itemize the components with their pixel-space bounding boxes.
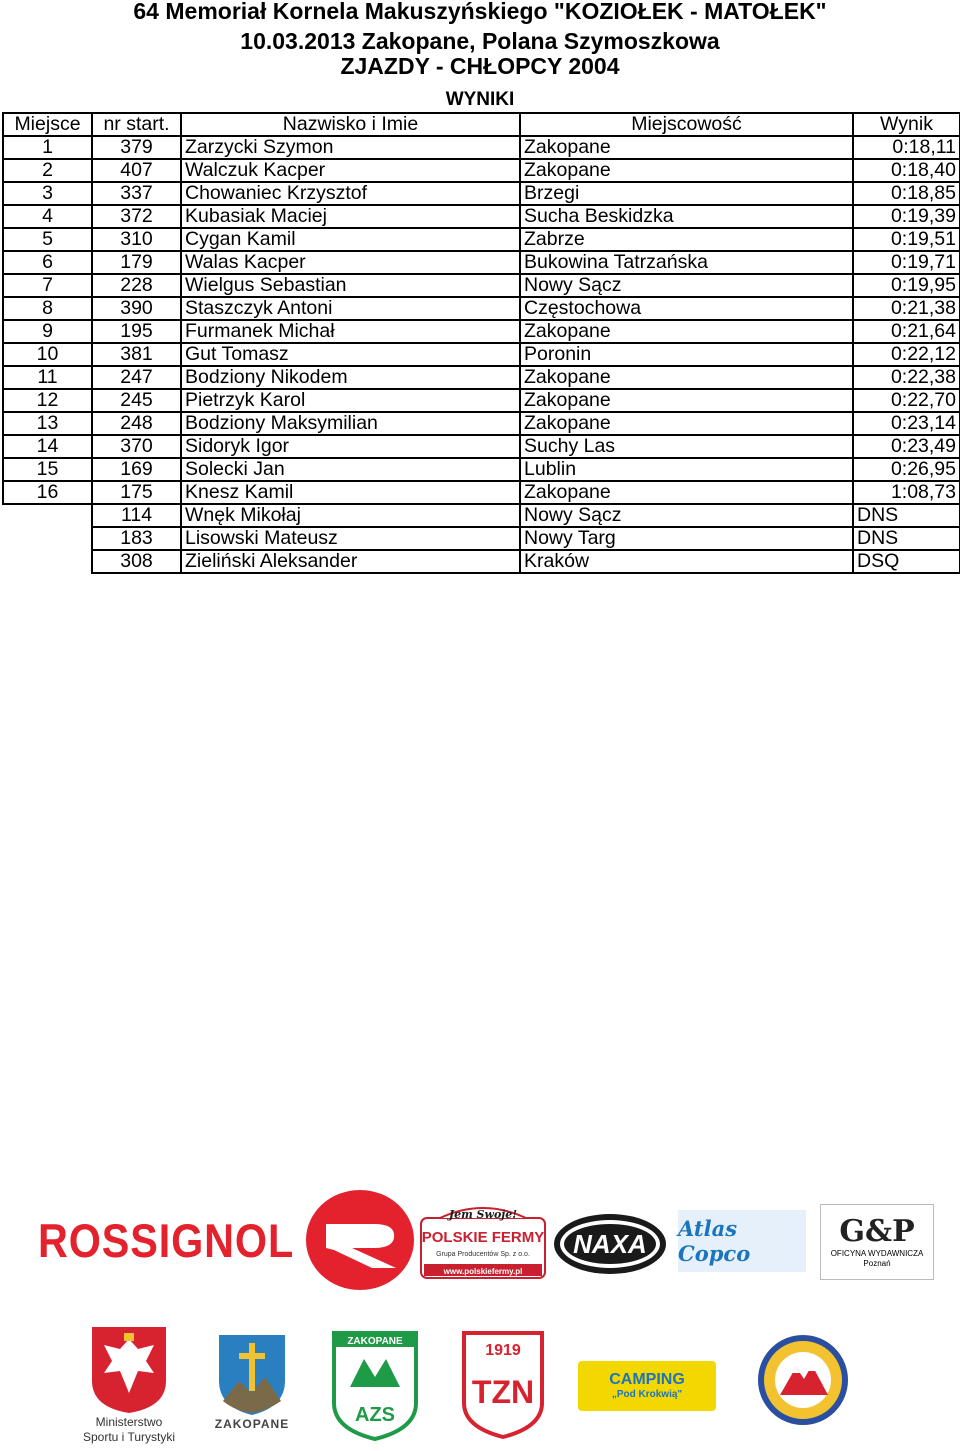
cell-status: DSQ <box>853 550 960 573</box>
cell-name: Chowaniec Krzysztof <box>181 182 520 205</box>
cell-town: Suchy Las <box>520 435 853 458</box>
table-row-unplaced <box>3 504 960 527</box>
table-row-unplaced <box>3 527 960 550</box>
table-header-row <box>3 113 960 136</box>
col-header-start-number: nr start. <box>92 113 181 136</box>
cell-start-number: 114 <box>92 504 181 527</box>
table-row <box>3 251 960 274</box>
cell-town: Sucha Beskidzka <box>520 205 853 228</box>
ministry-sport-logo: Ministerstwo Sportu i Turystyki <box>74 1319 184 1449</box>
cell-result: 0:26,95 <box>853 458 960 481</box>
tzn-year-text: 1919 <box>485 1342 521 1359</box>
gp-publisher-logo: G&P OFICYNA WYDAWNICZA Poznań <box>820 1204 934 1280</box>
azs-zakopane-logo <box>330 1329 420 1441</box>
cell-place: 5 <box>3 228 92 251</box>
cell-result: 0:19,39 <box>853 205 960 228</box>
event-category: ZJAZDY - CHŁOPCY 2004 <box>340 53 620 79</box>
cell-name: Kubasiak Maciej <box>181 205 520 228</box>
cell-town: Zakopane <box>520 320 853 343</box>
cell-name: Gut Tomasz <box>181 343 520 366</box>
pf-name-text: POLSKIE FERMY <box>421 1229 545 1246</box>
polskie-fermy-logo <box>420 1204 546 1280</box>
cell-start-number: 169 <box>92 458 181 481</box>
pf-sub-text: Grupa Producentów Sp. z o.o. <box>436 1251 530 1258</box>
cell-start-number: 228 <box>92 274 181 297</box>
table-row <box>3 274 960 297</box>
table-row <box>3 182 960 205</box>
cell-town: Nowy Targ <box>520 527 853 550</box>
results-table <box>2 112 960 574</box>
table-row <box>3 458 960 481</box>
naxa-text-text: NAXA <box>573 1229 647 1259</box>
pf-top-text: Jem Swoje! <box>448 1208 518 1221</box>
cell-place: 13 <box>3 412 92 435</box>
cell-result: 1:08,73 <box>853 481 960 504</box>
col-header-result: Wynik <box>853 113 960 136</box>
cell-town: Zakopane <box>520 136 853 159</box>
cell-result: 0:22,38 <box>853 366 960 389</box>
cell-start-number: 381 <box>92 343 181 366</box>
cell-place-empty <box>3 527 92 550</box>
cell-name: Staszczyk Antoni <box>181 297 520 320</box>
cell-start-number: 407 <box>92 159 181 182</box>
cell-result: 0:19,95 <box>853 274 960 297</box>
cell-start-number: 379 <box>92 136 181 159</box>
cell-name: Solecki Jan <box>181 458 520 481</box>
cell-place: 14 <box>3 435 92 458</box>
sponsor-logos-row-1 <box>0 1180 960 1300</box>
cell-place: 9 <box>3 320 92 343</box>
tzn-1919-logo <box>460 1329 546 1439</box>
cell-name: Walas Kacper <box>181 251 520 274</box>
cell-name: Zarzycki Szymon <box>181 136 520 159</box>
cell-place-empty <box>3 550 92 573</box>
event-title: 64 Memoriał Kornela Makuszyńskiego "KOZIOŁEK - MATOŁEK" <box>133 0 827 24</box>
table-row <box>3 435 960 458</box>
results-heading: WYNIKI <box>445 89 515 110</box>
camping-pod-krokwia-logo: CAMPING „Pod Krokwią" <box>578 1361 716 1411</box>
table-row <box>3 136 960 159</box>
table-row-unplaced <box>3 550 960 573</box>
mountain-emblem-icon <box>758 1335 848 1425</box>
cell-place: 15 <box>3 458 92 481</box>
sponsor-logos-row-2 <box>0 1315 960 1451</box>
table-row <box>3 297 960 320</box>
cell-result: 0:19,51 <box>853 228 960 251</box>
cell-town: Zakopane <box>520 481 853 504</box>
pf-url-text: www.polskiefermy.pl <box>443 1267 523 1276</box>
cell-place: 16 <box>3 481 92 504</box>
tzn-letters-text: TZN <box>471 1374 535 1410</box>
cell-result: 0:18,40 <box>853 159 960 182</box>
cell-town: Lublin <box>520 458 853 481</box>
table-row <box>3 481 960 504</box>
cell-start-number: 195 <box>92 320 181 343</box>
table-row <box>3 366 960 389</box>
col-header-name: Nazwisko i Imie <box>181 113 520 136</box>
cell-place: 1 <box>3 136 92 159</box>
cell-start-number: 337 <box>92 182 181 205</box>
table-row <box>3 412 960 435</box>
rossignol-r-emblem <box>304 1188 416 1292</box>
cell-name: Wnęk Mikołaj <box>181 504 520 527</box>
cell-town: Nowy Sącz <box>520 274 853 297</box>
cell-name: Knesz Kamil <box>181 481 520 504</box>
atlas-copco-logo: Atlas Copco <box>678 1210 806 1272</box>
cell-town: Zakopane <box>520 412 853 435</box>
cell-result: 0:21,64 <box>853 320 960 343</box>
cell-name: Walczuk Kacper <box>181 159 520 182</box>
cell-result: 0:23,49 <box>853 435 960 458</box>
cell-place: 3 <box>3 182 92 205</box>
table-row <box>3 343 960 366</box>
cell-place: 8 <box>3 297 92 320</box>
polish-eagle-icon <box>88 1323 170 1415</box>
cell-start-number: 183 <box>92 527 181 550</box>
cell-start-number: 175 <box>92 481 181 504</box>
cell-name: Bodziony Nikodem <box>181 366 520 389</box>
cell-town: Poronin <box>520 343 853 366</box>
event-date-venue: 10.03.2013 Zakopane, Polana Szymoszkowa <box>240 28 720 54</box>
azs-top-text: ZAKOPANE <box>347 1336 403 1347</box>
cell-place: 7 <box>3 274 92 297</box>
cell-result: 0:21,38 <box>853 297 960 320</box>
table-row <box>3 159 960 182</box>
cell-result: 0:22,70 <box>853 389 960 412</box>
cell-town: Częstochowa <box>520 297 853 320</box>
cell-place: 12 <box>3 389 92 412</box>
rossignol-logo: ROSSIGNOL <box>38 1213 295 1267</box>
cell-town: Zakopane <box>520 389 853 412</box>
cell-place: 11 <box>3 366 92 389</box>
table-row <box>3 205 960 228</box>
cell-result: 0:23,14 <box>853 412 960 435</box>
naxa-logo <box>552 1208 668 1280</box>
table-row <box>3 389 960 412</box>
cell-place-empty <box>3 504 92 527</box>
cell-start-number: 310 <box>92 228 181 251</box>
cell-start-number: 372 <box>92 205 181 228</box>
cell-start-number: 248 <box>92 412 181 435</box>
cell-name: Bodziony Maksymilian <box>181 412 520 435</box>
zakopane-shield-icon <box>215 1331 289 1417</box>
cell-start-number: 370 <box>92 435 181 458</box>
table-row <box>3 228 960 251</box>
cell-town: Bukowina Tatrzańska <box>520 251 853 274</box>
cell-status: DNS <box>853 504 960 527</box>
cell-town: Zakopane <box>520 159 853 182</box>
cell-status: DNS <box>853 527 960 550</box>
cell-place: 2 <box>3 159 92 182</box>
zakopane-coat-of-arms: ZAKOPANE <box>206 1325 298 1437</box>
cell-name: Zieliński Aleksander <box>181 550 520 573</box>
mountain-association-round-logo <box>758 1335 848 1425</box>
cell-name: Furmanek Michał <box>181 320 520 343</box>
cell-place: 10 <box>3 343 92 366</box>
cell-result: 0:18,11 <box>853 136 960 159</box>
azs-letters-text: AZS <box>355 1404 395 1426</box>
cell-start-number: 179 <box>92 251 181 274</box>
cell-start-number: 245 <box>92 389 181 412</box>
cell-result: 0:19,71 <box>853 251 960 274</box>
cell-name: Sidoryk Igor <box>181 435 520 458</box>
col-header-town: Miejscowość <box>520 113 853 136</box>
cell-start-number: 390 <box>92 297 181 320</box>
cell-town: Brzegi <box>520 182 853 205</box>
cell-name: Pietrzyk Karol <box>181 389 520 412</box>
cell-name: Cygan Kamil <box>181 228 520 251</box>
cell-town: Zakopane <box>520 366 853 389</box>
col-header-place: Miejsce <box>3 113 92 136</box>
cell-town: Kraków <box>520 550 853 573</box>
cell-result: 0:18,85 <box>853 182 960 205</box>
cell-place: 6 <box>3 251 92 274</box>
cell-result: 0:22,12 <box>853 343 960 366</box>
table-row <box>3 320 960 343</box>
cell-place: 4 <box>3 205 92 228</box>
cell-start-number: 247 <box>92 366 181 389</box>
cell-town: Nowy Sącz <box>520 504 853 527</box>
cell-name: Lisowski Mateusz <box>181 527 520 550</box>
cell-name: Wielgus Sebastian <box>181 274 520 297</box>
cell-town: Zabrze <box>520 228 853 251</box>
cell-start-number: 308 <box>92 550 181 573</box>
